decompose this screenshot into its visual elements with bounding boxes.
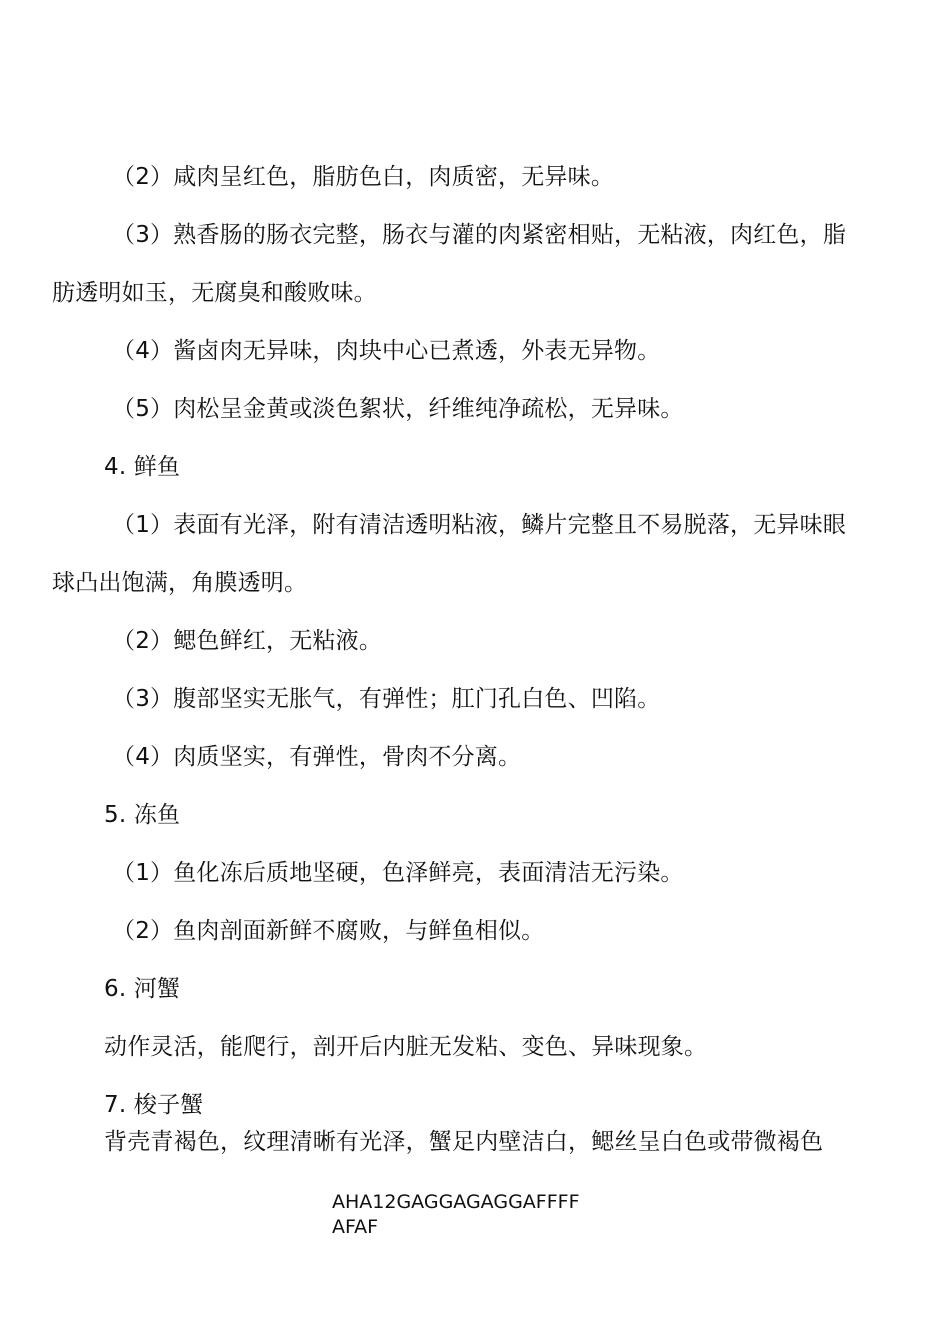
- text-line-swimming-crab: 背壳青褐色，纹理清晰有光泽，蟹足内壁洁白，鳃丝呈白色或带微褐色: [104, 1129, 824, 1155]
- text-line-sausage: （3）熟香肠的肠衣完整，肠衣与灌的肉紧密相贴，无粘液，肉红色，脂: [112, 222, 847, 248]
- text-line-salted-meat: （2）咸肉呈红色，脂肪色白，肉质密，无异味。: [112, 164, 615, 190]
- footer-code-line-1: AHA12GAGGAGAGGAFFFF: [332, 1191, 580, 1213]
- text-line-frozen-fish-2: （2）鱼肉剖面新鲜不腐败，与鲜鱼相似。: [112, 918, 545, 944]
- text-line-frozen-fish-1: （1）鱼化冻后质地坚硬，色泽鲜亮，表面清洁无污染。: [112, 860, 684, 886]
- document-footer-code: [332, 1190, 580, 1240]
- section-heading-frozen-fish: 5. 冻鱼: [104, 802, 181, 828]
- text-line-river-crab: 动作灵活，能爬行，剖开后内脏无发粘、变色、异味现象。: [104, 1034, 708, 1060]
- section-heading-river-crab: 6. 河蟹: [104, 976, 181, 1002]
- footer-code-line-2: AFAF: [332, 1216, 379, 1238]
- section-heading-fresh-fish: 4. 鲜鱼: [104, 454, 181, 480]
- text-line-fresh-fish-4: （4）肉质坚实，有弹性，骨肉不分离。: [112, 744, 522, 770]
- text-line-meat-floss: （5）肉松呈金黄或淡色絮状，纤维纯净疏松，无异味。: [112, 396, 684, 422]
- text-line-braised-meat: （4）酱卤肉无异味，肉块中心已煮透，外表无异物。: [112, 338, 661, 364]
- text-line-fresh-fish-1-cont: 球凸出饱满，角膜透明。: [52, 570, 308, 596]
- text-line-fresh-fish-3: （3）腹部坚实无胀气，有弹性；肛门孔白色、凹陷。: [112, 686, 661, 712]
- text-line-fresh-fish-1: （1）表面有光泽，附有清洁透明粘液，鳞片完整且不易脱落，无异味眼: [112, 512, 847, 538]
- section-heading-swimming-crab: 7. 梭子蟹: [104, 1092, 204, 1118]
- text-line-fresh-fish-2: （2）鳃色鲜红，无粘液。: [112, 628, 383, 654]
- text-line-sausage-cont: 肪透明如玉，无腐臭和酸败味。: [52, 280, 377, 306]
